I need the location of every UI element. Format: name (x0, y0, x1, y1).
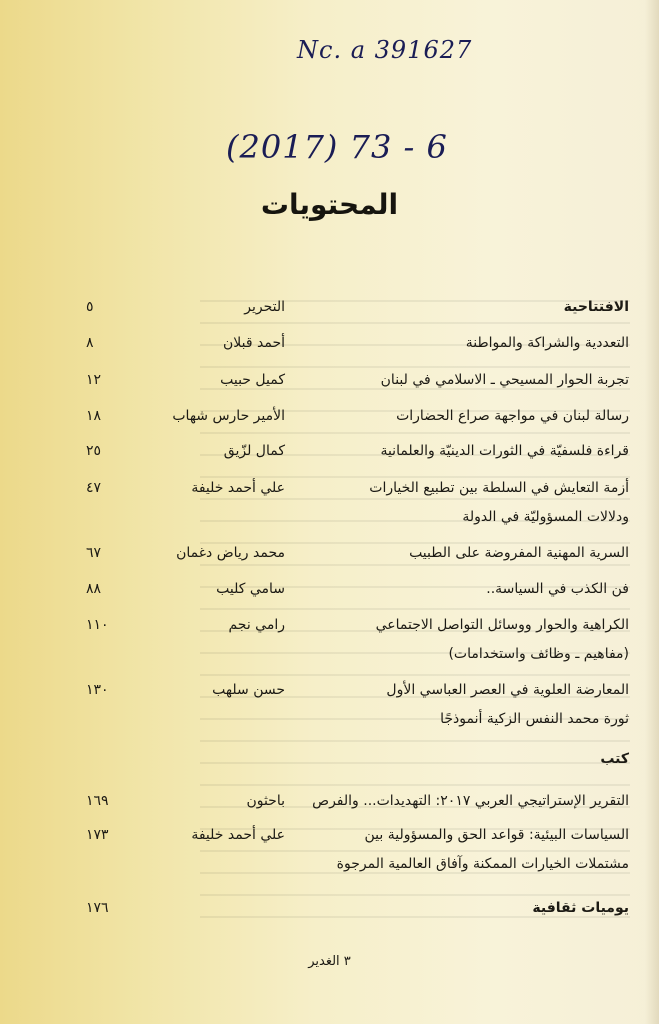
toc-row (0, 438, 659, 464)
toc-author: التحرير (244, 299, 285, 315)
toc-row (0, 330, 659, 356)
page-title: المحتويات (260, 188, 399, 221)
toc-row (0, 540, 659, 566)
toc-row (0, 788, 659, 814)
toc-row (0, 612, 659, 638)
toc-author: محمد رياض دغمان (176, 545, 285, 561)
toc-article-title: أزمة التعايش في السلطة بين تطبيع الخيارات (369, 480, 629, 496)
page-footer: ٣ الغدير (308, 954, 351, 969)
toc-row-books-heading (0, 746, 659, 772)
toc-article-title: المعارضة العلوية في العصر العباسي الأول (386, 682, 629, 698)
toc-article-title: قراءة فلسفيّة في الثورات الدينيّة والعلمانية (380, 443, 629, 459)
toc-article-title-continued: (مفاهيم ـ وظائف واستخدامات) (448, 646, 629, 662)
toc-author: علي أحمد خليفة (191, 480, 285, 496)
section-heading-books: كتب (600, 751, 629, 767)
toc-author: رامي نجم (228, 617, 285, 633)
toc-page-number: ٨ (86, 335, 94, 351)
toc-author: حسن سلهب (212, 682, 285, 698)
toc-row-diary (0, 895, 659, 921)
toc-author: الأمير حارس شهاب (172, 408, 285, 424)
toc-article-title: رسالة لبنان في مواجهة صراع الحضارات (396, 408, 629, 424)
toc-page-number: ٥ (86, 299, 94, 315)
toc-row-continuation (0, 706, 659, 732)
handwritten-issue-note: (2017) 73 - 6 (226, 128, 448, 166)
toc-page-number: ٨٨ (86, 581, 102, 597)
toc-page-number: ١٧٦ (86, 900, 109, 916)
toc-row-continuation (0, 641, 659, 667)
toc-article-title: فن الكذب في السياسة.. (486, 581, 629, 597)
toc-page-number: ٢٥ (86, 443, 102, 459)
toc-row-opening (0, 294, 659, 320)
toc-article-title: السرية المهنية المفروضة على الطبيب (409, 545, 629, 561)
toc-row (0, 475, 659, 501)
toc-page-number: ٤٧ (86, 480, 102, 496)
toc-page-number: ١٨ (86, 408, 102, 424)
toc-row-continuation (0, 851, 659, 877)
toc-row (0, 677, 659, 703)
toc-page-number: ١٦٩ (86, 793, 109, 809)
toc-article-title-continued: ودلالات المسؤوليّة في الدولة (462, 509, 629, 525)
toc-row (0, 403, 659, 429)
toc-article-title-continued: مشتملات الخيارات الممكنة وآفاق العالمية المرجوة (336, 856, 629, 872)
toc-row-continuation (0, 504, 659, 530)
toc-article-title-continued: ثورة محمد النفس الزكية أنموذجًا (440, 711, 629, 727)
toc-author: كمال لزّيق (223, 443, 285, 459)
toc-row (0, 576, 659, 602)
toc-article-title: الكراهية والحوار ووسائل التواصل الاجتماعي (375, 617, 629, 633)
section-heading-opening: الافتتاحية (563, 299, 629, 315)
toc-article-title: تجربة الحوار المسيحي ـ الاسلامي في لبنان (380, 372, 629, 388)
toc-article-title: التقرير الإستراتيجي العربي ٢٠١٧: التهديدات... والفرص (312, 793, 629, 809)
toc-article-title: التعددية والشراكة والمواطنة (465, 335, 629, 351)
toc-author: أحمد قبلان (223, 335, 285, 351)
handwritten-call-number: Nc. a 391627 (297, 36, 473, 64)
toc-row (0, 367, 659, 393)
toc-page-number: ١٧٣ (86, 827, 109, 843)
toc-author: باحثون (246, 793, 285, 809)
toc-author: علي أحمد خليفة (191, 827, 285, 843)
toc-page-number: ١١٠ (86, 617, 109, 633)
toc-page-number: ١٣٠ (86, 682, 109, 698)
toc-page-number: ١٢ (86, 372, 102, 388)
section-heading-diary: يوميات ثقافية (532, 900, 629, 916)
toc-article-title: السياسات البيئية: قواعد الحق والمسؤولية بين (364, 827, 629, 843)
toc-author: سامي كليب (216, 581, 285, 597)
toc-page-number: ٦٧ (86, 545, 102, 561)
toc-row (0, 822, 659, 848)
toc-author: كميل حبيب (220, 372, 285, 388)
